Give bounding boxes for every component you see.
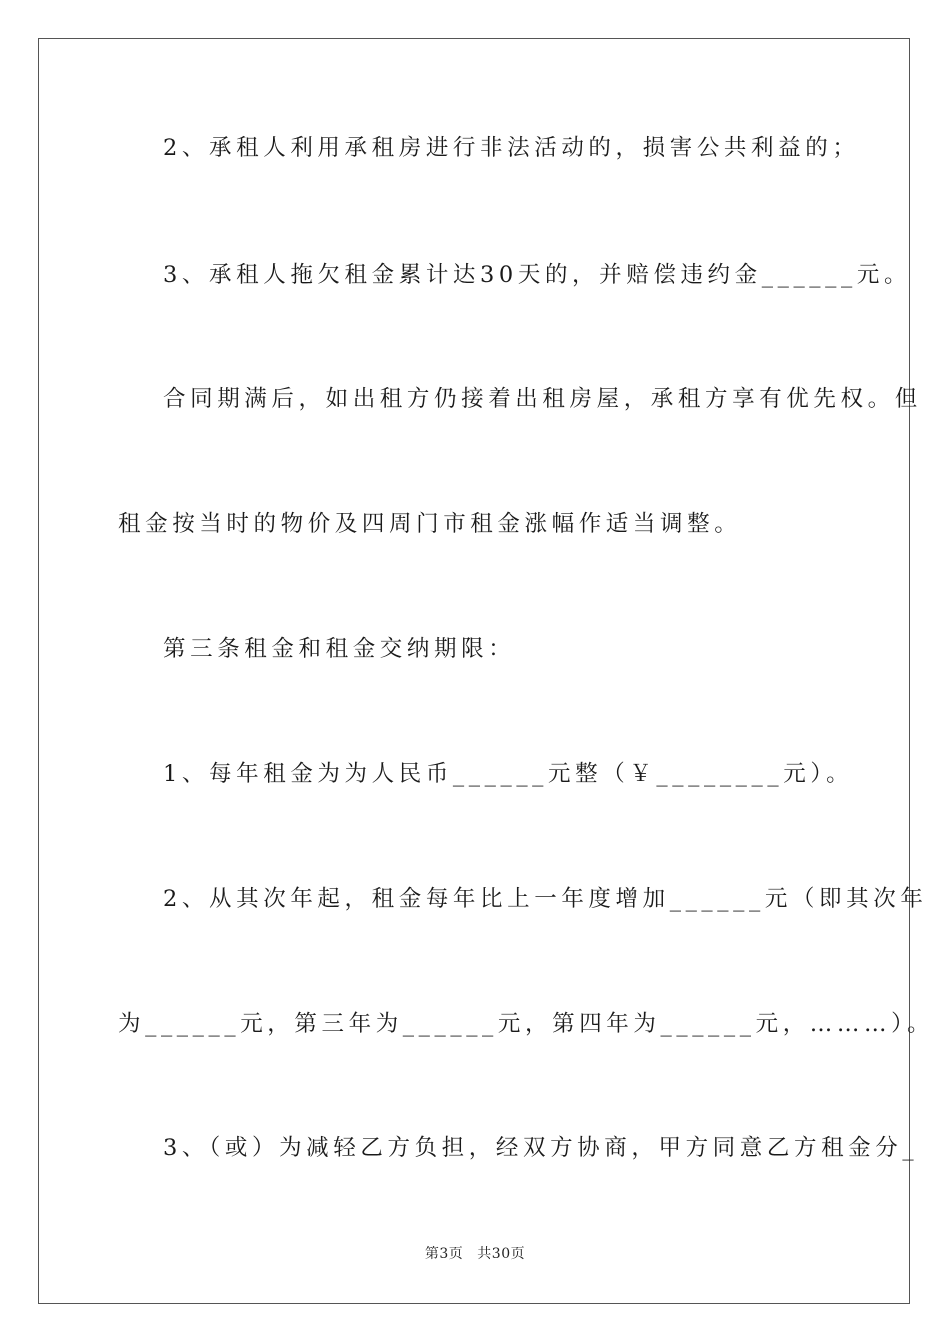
paragraph-line-4: 租金按当时的物价及四周门市租金涨幅作适当调整。 [118, 511, 742, 537]
page-total: 共30页 [477, 1246, 526, 1262]
paragraph-line-7: 2、从其次年起，租金每年比上一年度增加______元（即其次年 [163, 886, 928, 912]
paragraph-line-8: 为______元，第三年为______元，第四年为______元，………）。 [118, 1011, 935, 1037]
paragraph-line-3: 合同期满后，如出租方仍接着出租房屋，承租方享有优先权。但 [163, 386, 922, 412]
paragraph-line-2: 3、承租人拖欠租金累计达30天的，并赔偿违约金______元。 [163, 262, 912, 288]
paragraph-line-9: 3、（或）为减轻乙方负担，经双方协商，甲方同意乙方租金分_ [163, 1135, 919, 1161]
page-border [38, 38, 935, 1304]
paragraph-line-6: 1、每年租金为为人民币______元整（￥________元）。 [163, 761, 854, 787]
paragraph-line-1: 2、承租人利用承租房进行非法活动的，损害公共利益的； [163, 135, 860, 161]
page-footer [0, 1244, 950, 1264]
page-number: 第3页 [424, 1246, 464, 1262]
section-heading-rent: 第三条租金和租金交纳期限： [163, 636, 516, 662]
